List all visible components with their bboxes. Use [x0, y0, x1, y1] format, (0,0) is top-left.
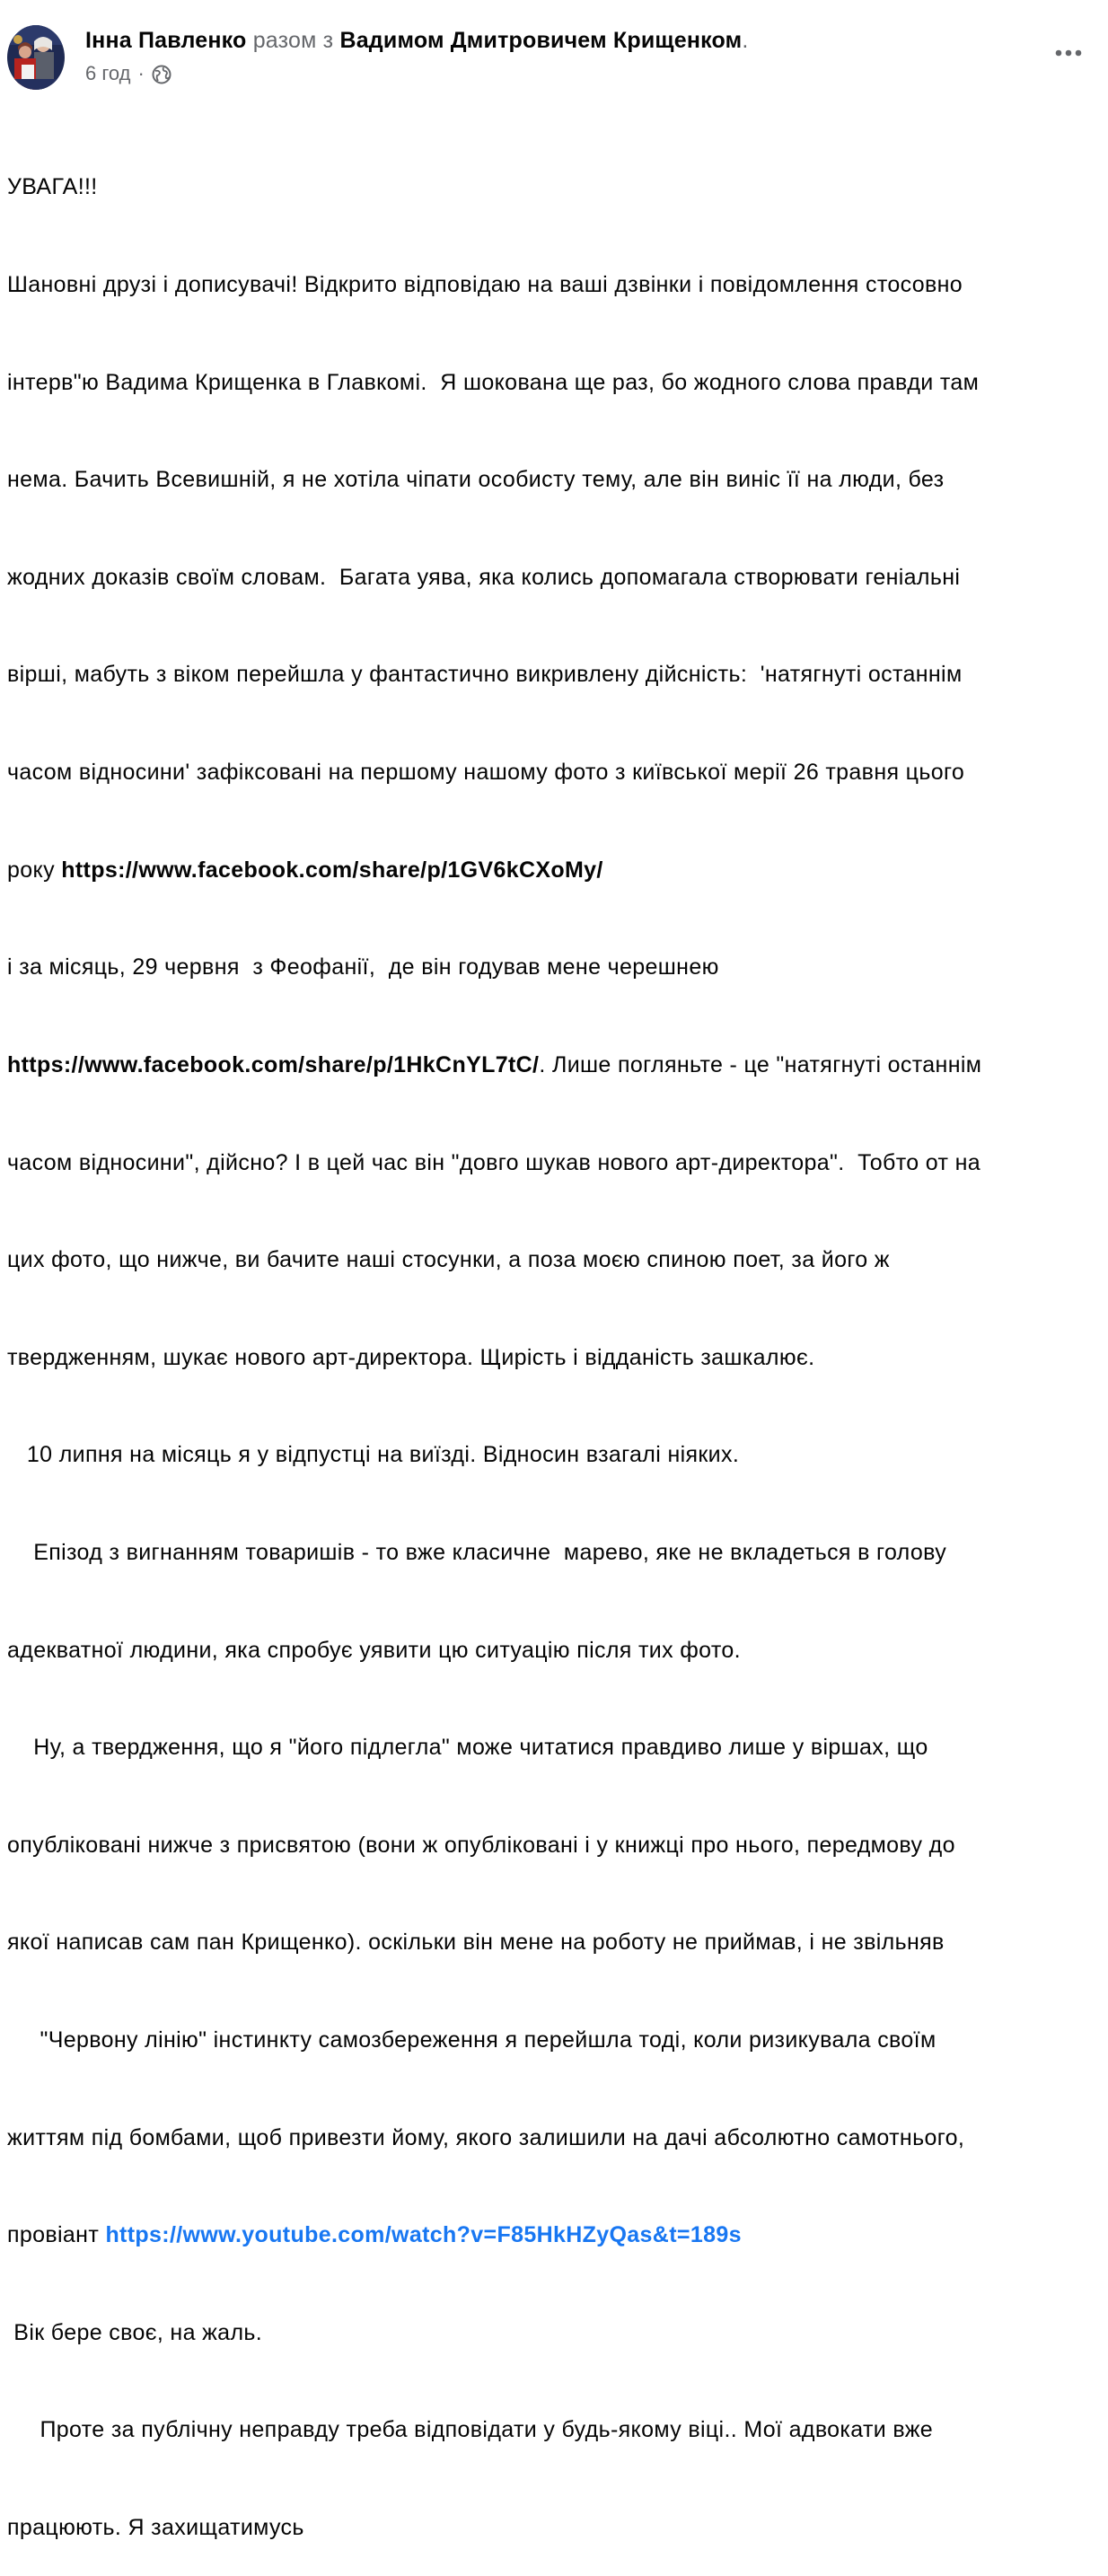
period: . [742, 28, 749, 53]
avatar-photo [7, 25, 65, 90]
post-line: опубліковані нижче з присвятою (вони ж опубліковані і у книжці про нього, передмову до [7, 1832, 955, 1858]
author-name[interactable]: Інна Павленко [85, 28, 247, 53]
post-line: і за місяць, 29 червня з Феофанії, де він годував мене черешнею [7, 954, 719, 980]
post-line: працюють. Я захищатимусь [7, 2515, 304, 2541]
post-line: Проте за публічну неправду треба відповідати у будь-якому віці.. Мої адвокати вже [7, 2417, 934, 2443]
meta-separator: · [137, 62, 145, 84]
post-text [7, 106, 1104, 2576]
globe-icon[interactable] [152, 64, 171, 84]
post-text-fragment: провіант [7, 2222, 106, 2248]
post-line: УВАГА!!! [7, 174, 98, 200]
post-line: життям під бомбами, щоб привезти йому, якого залишили на дачі абсолютно самотнього, [7, 2124, 965, 2150]
facebook-link-2[interactable]: https://www.facebook.com/share/p/1HkCnYL7tC/ [7, 1051, 540, 1077]
post-line: часом відносини", дійсно? І в цей час він "довго шукав нового арт-директора". Тобто от на [7, 1149, 980, 1175]
post-text-fragment: року [7, 857, 62, 883]
post-line: твердженням, шукає нового арт-директора. Щирість і відданість зашкалює. [7, 1344, 815, 1370]
post-line: часом відносини' зафіксовані на першому нашому фото з київської мерії 26 травня цього [7, 760, 965, 786]
post-line: жодних доказів своїм словам. Багата уява, яка колись допомагала створювати геніальні [7, 564, 961, 590]
post-timestamp[interactable]: 6 год [85, 62, 131, 84]
author-line [85, 25, 749, 56]
post-line: Вік бере своє, на жаль. [7, 2319, 263, 2345]
author-avatar[interactable] [7, 25, 65, 90]
post-line [7, 2219, 1104, 2251]
post-line: "Червону лінію" інстинкту самозбереження я перейшла тоді, коли ризикувала своїм [7, 2027, 937, 2053]
post-line: Ну, а твердження, що я "його підлегла" може читатися правдиво лише у віршах, що [7, 1735, 928, 1761]
tagged-person-name[interactable]: Вадимом Дмитровичем Крищенком [339, 28, 743, 53]
post-line: інтерв"ю Вадима Крищенка в Главкомі. Я шокована ще раз, бо жодного слова правди там [7, 369, 980, 395]
more-options-button[interactable] [1051, 40, 1086, 66]
post-line [7, 854, 1104, 886]
post-line: вірші, мабуть з віком перейшла у фантастично викривлену дійсність: 'натягнуті останнім [7, 662, 963, 688]
post-line: Епізод з вигнанням товаришів - то вже класичне марево, яке не вкладеться в голову [7, 1539, 947, 1565]
post-line: нема. Бачить Всевишній, я не хотіла чіпати особисту тему, але він виніс її на люди, без [7, 467, 945, 493]
post-line: 10 липня на місяць я у відпустці на виїзді. Відносин взагалі ніяких. [7, 1442, 740, 1468]
post-line [7, 1049, 1104, 1081]
post-line: адекватної людини, яка спробує уявити цю ситуацію після тих фото. [7, 1637, 741, 1663]
post-meta [85, 59, 171, 88]
facebook-link-1[interactable]: https://www.facebook.com/share/p/1GV6kCXoMy/ [61, 857, 603, 883]
post-line: якої написав сам пан Крищенко). оскільки він мене на роботу не приймав, і не звільняв [7, 1930, 945, 1956]
with-text: разом з [252, 28, 334, 53]
more-options-icon [1055, 49, 1082, 57]
youtube-link[interactable]: https://www.youtube.com/watch?v=F85HkHZyQas&t=189s [105, 2222, 742, 2248]
post-text-fragment: . Лише погляньте - це "натягнуті останнім [539, 1051, 982, 1077]
post-line: цих фото, що нижче, ви бачите наші стосунки, а поза моєю спиною поет, за його ж [7, 1247, 890, 1273]
post-line: Шановні друзі і дописувачі! Відкрито відповідаю на ваші дзвінки і повідомлення стосовно [7, 272, 963, 298]
post-header [0, 0, 1108, 99]
